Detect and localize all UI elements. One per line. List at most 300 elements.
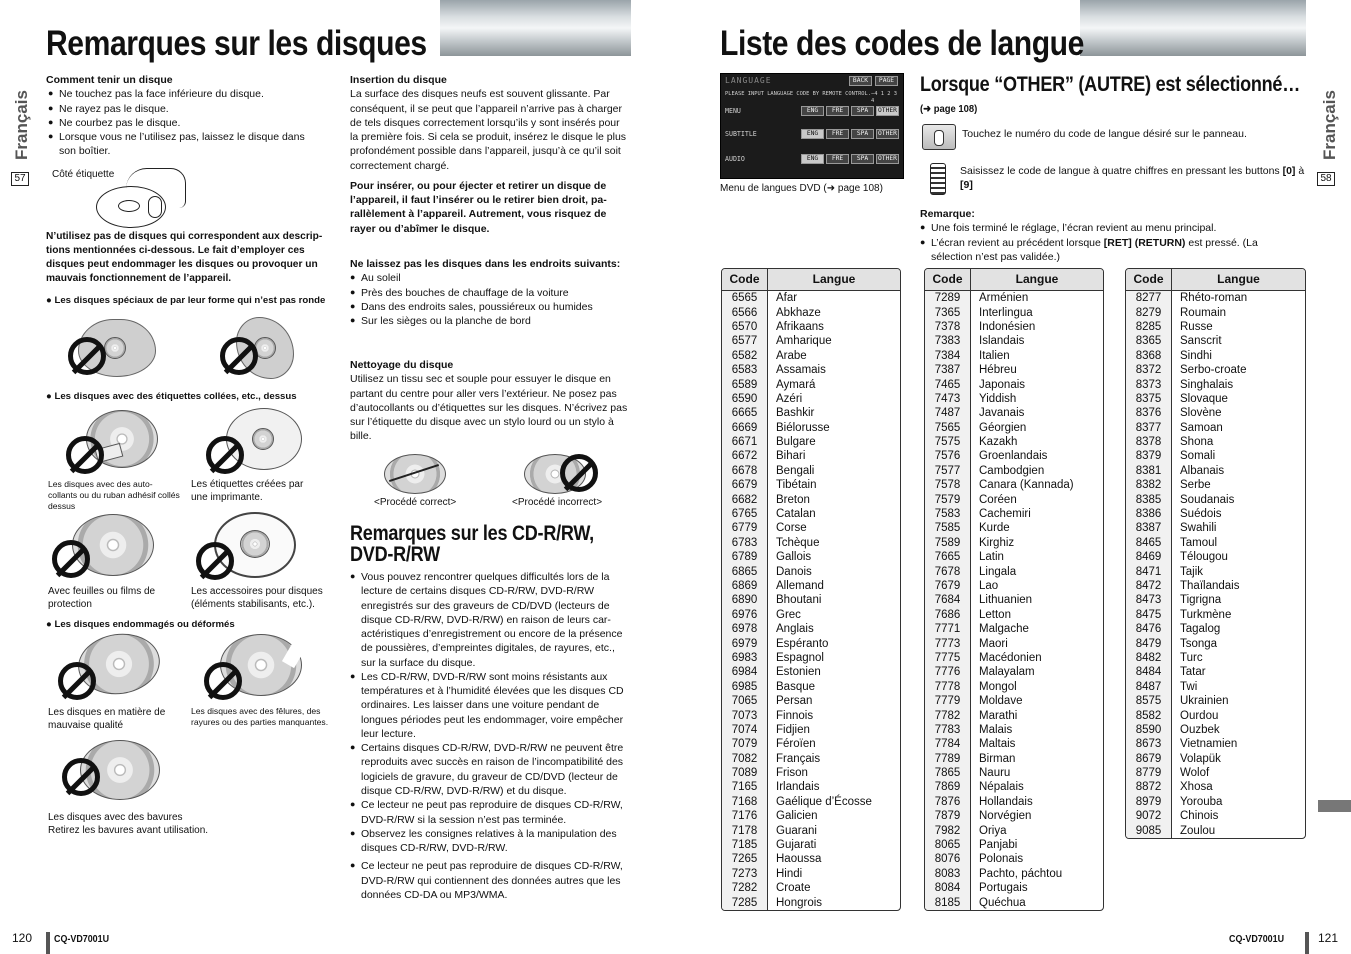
- table-row: [722, 349, 900, 363]
- table-row: [925, 780, 1103, 794]
- language-cell: Nauru: [979, 767, 1011, 780]
- table-row: [925, 478, 1103, 492]
- code-cell: 6590: [722, 392, 768, 406]
- caption-bavures: [48, 811, 308, 837]
- language-cell: Afrikaans: [776, 320, 824, 333]
- column-header-code: Code: [1126, 269, 1172, 291]
- hand-disc-illustration: [96, 168, 186, 230]
- code-cell: 6865: [722, 564, 768, 578]
- table-row: [722, 564, 900, 578]
- code-cell: 7585: [925, 521, 971, 535]
- language-cell: Grec: [776, 608, 801, 621]
- code-cell: 6869: [722, 579, 768, 593]
- caption-feuilles: Avec feuilles ou films de protection: [48, 586, 156, 610]
- table-row: [1126, 795, 1305, 809]
- table-row: [722, 622, 900, 636]
- code-cell: 7074: [722, 723, 768, 737]
- language-cell: Slovaque: [1180, 392, 1228, 405]
- table-row: [925, 536, 1103, 550]
- language-cell: Moldave: [979, 695, 1023, 708]
- code-cell: 7565: [925, 421, 971, 435]
- list-item: ● Les CD-R/RW, DVD-R/RW sont moins résistants aux températures et à l’humidité élevées que les disques CD ordinaires. Les laisser dans une voiture pendant de longues périodes peut les endommager, voire empêcher leur lecture.: [350, 670, 630, 741]
- table-row: [925, 507, 1103, 521]
- language-cell: Portugais: [979, 882, 1028, 895]
- code-cell: 7982: [925, 823, 971, 837]
- remote-key-9: [9]: [960, 179, 973, 192]
- code-cell: 8378: [1126, 435, 1172, 449]
- language-cell: Islandais: [979, 335, 1025, 348]
- table-row: [1126, 320, 1305, 334]
- side-tab-right: [1318, 800, 1351, 812]
- code-cell: 8575: [1126, 694, 1172, 708]
- language-cell: Pachto, páchtou: [979, 867, 1063, 880]
- code-cell: 7783: [925, 723, 971, 737]
- code-cell: 8083: [925, 867, 971, 881]
- code-cell: 7665: [925, 550, 971, 564]
- code-cell: 8377: [1126, 421, 1172, 435]
- language-cell: Frison: [776, 767, 808, 780]
- code-cell: 7465: [925, 377, 971, 391]
- prohibited-icon: [68, 337, 106, 375]
- code-cell: 6783: [722, 536, 768, 550]
- language-cell: Somali: [1180, 450, 1216, 463]
- code-cell: 7869: [925, 780, 971, 794]
- code-cell: 7079: [722, 737, 768, 751]
- code-cell: 7178: [722, 823, 768, 837]
- language-cell: Tajik: [1180, 565, 1204, 578]
- table-row: [1126, 593, 1305, 607]
- table-row: [1126, 708, 1305, 722]
- other-page-ref: (➜ page 108): [920, 103, 978, 115]
- language-cell: Tibétain: [776, 479, 817, 492]
- language-cell: Coréen: [979, 493, 1017, 506]
- list-item: ● Sur les sièges ou la planche de bord: [350, 314, 630, 328]
- table-row: [722, 708, 900, 722]
- table-row: [1126, 507, 1305, 521]
- screen-btn-other: OTHER: [876, 106, 899, 116]
- table-row: [925, 421, 1103, 435]
- code-cell: 8484: [1126, 665, 1172, 679]
- screen-btn-spa: SPA: [851, 154, 874, 164]
- column-header-langue: Langue: [971, 269, 1103, 291]
- code-cell: 8479: [1126, 636, 1172, 650]
- remote-control-icon: [930, 163, 946, 195]
- table-row: [925, 550, 1103, 564]
- language-cell: Rhéto-roman: [1180, 292, 1248, 305]
- table-row: [925, 579, 1103, 593]
- language-cell: Afar: [776, 292, 798, 305]
- table-row: [722, 895, 900, 909]
- table-row: [722, 881, 900, 895]
- code-cell: 6789: [722, 550, 768, 564]
- language-cell: Gaélique d’Écosse: [776, 795, 872, 808]
- table-row: [925, 449, 1103, 463]
- code-cell: 6985: [722, 680, 768, 694]
- code-cell: 7176: [722, 809, 768, 823]
- list-item: ● Une fois terminé le réglage, l’écran revient au menu principal.: [920, 221, 1300, 235]
- language-code-table-3: [1125, 268, 1306, 839]
- language-cell: Samoan: [1180, 421, 1223, 434]
- code-cell: 7589: [925, 536, 971, 550]
- caption-bavures-2: Retirez les bavures avant utilisation.: [48, 825, 209, 836]
- table-row: [925, 665, 1103, 679]
- list-item: ● Dans des endroits sales, poussiéreux ou humides: [350, 300, 630, 314]
- language-cell: Marathi: [979, 709, 1018, 722]
- language-cell: Croate: [776, 882, 811, 895]
- table-row: [925, 881, 1103, 895]
- column-header-code: Code: [925, 269, 971, 291]
- table-row: [722, 464, 900, 478]
- code-cell: 6976: [722, 608, 768, 622]
- table-row: [1126, 363, 1305, 377]
- table-row: [925, 651, 1103, 665]
- shaped-disc-illustration: [218, 315, 308, 380]
- language-cell: Allemand: [776, 580, 824, 592]
- language-cell: Finnois: [776, 709, 814, 722]
- code-cell: 7686: [925, 608, 971, 622]
- prohibited-icon: [204, 662, 242, 700]
- table-row: [925, 435, 1103, 449]
- bullet-icon: ●: [46, 391, 52, 402]
- language-cell: Panjabi: [979, 839, 1018, 852]
- language-cell: Wolof: [1180, 767, 1210, 780]
- language-cell: Bihari: [776, 450, 806, 463]
- caption-auto-collants: [48, 479, 180, 513]
- list-item: ● Ce lecteur ne peut pas reproduire de disques CD-R/RW, DVD-R/RW qui contiennent des données autres que les données CD-DA ou MP3/WMA.: [350, 859, 630, 902]
- table-row: [925, 608, 1103, 622]
- language-cell: Letton: [979, 608, 1011, 621]
- heart-disc-illustration: [66, 315, 156, 380]
- table-row: [925, 320, 1103, 334]
- table-row: [925, 349, 1103, 363]
- language-cell: Géorgien: [979, 421, 1027, 434]
- nettoyage-heading: Nettoyage du disque: [350, 359, 454, 371]
- language-cell: Macédonien: [979, 651, 1042, 664]
- table-row: [722, 593, 900, 607]
- code-cell: 6671: [722, 435, 768, 449]
- remarque-key: [RET] (RETURN): [1103, 236, 1186, 249]
- code-cell: 6678: [722, 464, 768, 478]
- language-cell: Anglais: [776, 623, 814, 636]
- code-cell: 8473: [1126, 593, 1172, 607]
- screen-page-button: PAGE: [875, 76, 898, 86]
- code-cell: 8375: [1126, 392, 1172, 406]
- table-row: [1126, 536, 1305, 550]
- language-cell: Amharique: [776, 335, 832, 348]
- table-row: [1126, 550, 1305, 564]
- code-cell: 7784: [925, 737, 971, 751]
- language-cell: Gujarati: [776, 839, 817, 852]
- table-row: [722, 737, 900, 751]
- code-cell: 7771: [925, 622, 971, 636]
- code-cell: 7579: [925, 492, 971, 506]
- category-labels: [46, 390, 297, 403]
- code-cell: 7273: [722, 867, 768, 881]
- code-cell: 7384: [925, 349, 971, 363]
- code-cell: 7678: [925, 564, 971, 578]
- language-cell: Français: [776, 752, 821, 765]
- remote-text: à: [1295, 165, 1305, 177]
- code-cell: 6682: [722, 492, 768, 506]
- language-cell: Ukrainien: [1180, 695, 1229, 708]
- nettoyage-text: Utilisez un tissu sec et souple pour essuyer le disque en partant du centre pour aller vers l’extérieur. Ne posez pas d’autocollants ou d’étiquettes sur les disques. N’écrivez pas sur l’étiquette du disque avec un stylo lourd ou un stylo à bille.: [350, 373, 628, 443]
- language-cell: Arménien: [979, 292, 1029, 305]
- language-cell: Bashkir: [776, 407, 815, 420]
- code-cell: 8679: [1126, 752, 1172, 766]
- table-row: [925, 852, 1103, 866]
- category-label: Les disques spéciaux de par leur forme qui n’est pas ronde: [54, 295, 326, 306]
- table-row: [722, 651, 900, 665]
- table-row: [1126, 305, 1305, 319]
- code-cell: 9085: [1126, 823, 1172, 837]
- language-cell: Arabe: [776, 349, 807, 362]
- table-row: [1126, 651, 1305, 665]
- cdr-section: [350, 570, 630, 902]
- table-row: [1126, 780, 1305, 794]
- list-item: ● Certains disques CD-R/RW, DVD-R/RW ne peuvent être reproduits avec succès en raison de l’incompatibilité des logiciels de gravure, du graveur de CD/DVD (lecteur de disque CD-R/RW, DVD-R/RW) et du disque.: [350, 741, 630, 798]
- tenir-section: [46, 73, 336, 159]
- screen-btn-fre: FRE: [826, 154, 849, 164]
- language-cell: Cachemiri: [979, 508, 1031, 521]
- footer-bar-left: [46, 932, 50, 954]
- table-row: [1126, 694, 1305, 708]
- prohibited-icon: [66, 436, 104, 474]
- language-cell: Aymará: [776, 378, 816, 391]
- language-cell: Danois: [776, 565, 812, 578]
- code-cell: 8471: [1126, 564, 1172, 578]
- language-cell: Interlingua: [979, 306, 1033, 319]
- language-cell: Malais: [979, 723, 1013, 736]
- language-cell: Bhoutani: [776, 594, 822, 607]
- code-cell: 7265: [722, 852, 768, 866]
- table-row: [722, 809, 900, 823]
- code-cell: 8487: [1126, 680, 1172, 694]
- endroits-heading: Ne laissez pas les disques dans les endroits suivants:: [350, 258, 621, 270]
- language-cell: Latin: [979, 551, 1004, 564]
- language-cell: Norvégien: [979, 810, 1032, 823]
- code-cell: 9072: [1126, 809, 1172, 823]
- tenir-heading: Comment tenir un disque: [46, 74, 173, 86]
- table-row: [722, 492, 900, 506]
- table-row: [925, 492, 1103, 506]
- language-cell: Ourdou: [1180, 709, 1219, 722]
- language-cell: Assamais: [776, 364, 826, 377]
- table-row: [1126, 723, 1305, 737]
- table-row: [925, 680, 1103, 694]
- language-cell: Tigrigna: [1180, 594, 1222, 607]
- language-cell: Gallois: [776, 551, 812, 564]
- table-row: [925, 752, 1103, 766]
- table-row: [925, 622, 1103, 636]
- table-row: [1126, 464, 1305, 478]
- model-name-left: CQ-VD7001U: [54, 933, 110, 945]
- code-cell: 6679: [722, 478, 768, 492]
- language-cell: Biélorusse: [776, 421, 830, 434]
- screen-btn-spa: SPA: [851, 106, 874, 116]
- language-cell: Turkmène: [1180, 608, 1232, 621]
- table-row: [722, 435, 900, 449]
- code-cell: 8084: [925, 881, 971, 895]
- language-cell: Zoulou: [1180, 824, 1216, 837]
- prohibited-icon: [220, 337, 258, 375]
- code-cell: 7089: [722, 766, 768, 780]
- table-row: [722, 636, 900, 650]
- code-cell: 7578: [925, 478, 971, 492]
- touch-panel-icon: [922, 122, 956, 152]
- language-cell: Estonien: [776, 666, 821, 679]
- screen-btn-spa: SPA: [851, 129, 874, 139]
- language-cell: Lithuanien: [979, 594, 1033, 607]
- table-row: [722, 665, 900, 679]
- code-cell: 7776: [925, 665, 971, 679]
- table-row: [925, 564, 1103, 578]
- list-item: ● Lorsque vous ne l’utilisez pas, laissez le disque dans son boîtier.: [48, 130, 308, 159]
- code-cell: 7185: [722, 838, 768, 852]
- tenir-list: [48, 87, 336, 158]
- language-cell: Serbe: [1180, 479, 1211, 492]
- language-cell: Lingala: [979, 565, 1017, 578]
- language-cell: Tsonga: [1180, 637, 1218, 650]
- language-cell: Népalais: [979, 781, 1024, 794]
- code-cell: 8379: [1126, 449, 1172, 463]
- code-cell: 8673: [1126, 737, 1172, 751]
- code-cell: 6983: [722, 651, 768, 665]
- table-row: [1126, 752, 1305, 766]
- language-cell: Abkhaze: [776, 306, 821, 319]
- screen-back-button: BACK: [849, 76, 872, 86]
- remarque-list: [920, 221, 1300, 264]
- table-row: [1126, 579, 1305, 593]
- code-cell: 7773: [925, 636, 971, 650]
- table-row: [1126, 823, 1305, 837]
- language-code-table-1: [721, 268, 901, 911]
- code-cell: 7065: [722, 694, 768, 708]
- label-cote-etiquette: Côté étiquette: [52, 169, 115, 180]
- table-row: [722, 752, 900, 766]
- screen-prompt: PLEASE INPUT LANGUAGE CODE BY REMOTE CONTROL.: [725, 91, 872, 97]
- code-cell: 6779: [722, 521, 768, 535]
- model-name-right: CQ-VD7001U: [1229, 933, 1285, 945]
- insertion-text: La surface des disques neufs est souvent glissante. Par conséquent, il se peut que l’appareil n’arrive pas à charger de tels disques correctement lorsqu’ils y sont insérés pour la première fois. Si cela se produit, insérez le disque le plus profondément possible dans l’appareil, jusqu’à ce qu’il soit correctement chargé.: [350, 88, 627, 172]
- language-cell: Vietnamien: [1180, 738, 1238, 751]
- table-row: [722, 536, 900, 550]
- category-label: Les disques avec des étiquettes collées, etc., dessus: [54, 391, 297, 402]
- cracked-disc-illustration: [200, 632, 310, 702]
- list-item: ● Ne touchez pas la face inférieure du disque.: [48, 87, 336, 101]
- incorrect-cleaning-illustration: [524, 452, 600, 496]
- table-row: [722, 478, 900, 492]
- list-item: ● Ne rayez pas le disque.: [48, 102, 336, 116]
- code-cell: 7082: [722, 752, 768, 766]
- table-row: [925, 464, 1103, 478]
- table-row: [1126, 392, 1305, 406]
- code-cell: 6979: [722, 636, 768, 650]
- table-row: [1126, 622, 1305, 636]
- screen-btn-fre: FRE: [826, 106, 849, 116]
- table-row: [722, 550, 900, 564]
- code-cell: 8382: [1126, 478, 1172, 492]
- language-cell: Turc: [1180, 651, 1203, 664]
- sidebar-language-right: Français: [1320, 90, 1339, 160]
- language-cell: Serbo-croate: [1180, 364, 1247, 377]
- table-row: [925, 392, 1103, 406]
- code-cell: 7782: [925, 708, 971, 722]
- table-row: [1126, 334, 1305, 348]
- insertion-heading: Insertion du disque: [350, 74, 447, 86]
- prohibited-icon: [62, 758, 100, 796]
- language-cell: Hollandais: [979, 795, 1033, 808]
- language-cell: Indonésien: [979, 320, 1036, 333]
- burr-disc-illustration: [62, 738, 172, 808]
- printed-label-disc-illustration: [204, 408, 304, 474]
- language-cell: Catalan: [776, 508, 816, 521]
- code-cell: 8472: [1126, 579, 1172, 593]
- endroits-section: [350, 257, 630, 328]
- screen-btn-other: OTHER: [876, 129, 899, 139]
- table-row: [1126, 737, 1305, 751]
- header-sky-image-right: [1080, 0, 1306, 56]
- language-cell: Tatar: [1180, 666, 1206, 679]
- code-cell: 7575: [925, 435, 971, 449]
- page-box-right: 58: [1317, 172, 1335, 186]
- language-cell: Bulgare: [776, 436, 816, 449]
- table-row: [925, 795, 1103, 809]
- remarque-heading: Remarque:: [920, 208, 975, 220]
- code-cell: 8185: [925, 895, 971, 909]
- table-row: [722, 334, 900, 348]
- screen-row-audio: AUDIO: [725, 155, 745, 163]
- language-cell: Azéri: [776, 392, 803, 405]
- table-row: [925, 867, 1103, 881]
- table-row: [1126, 492, 1305, 506]
- code-cell: 7378: [925, 320, 971, 334]
- language-cell: Haoussa: [776, 853, 822, 866]
- language-cell: Kurde: [979, 522, 1010, 535]
- code-cell: 8482: [1126, 651, 1172, 665]
- list-item: ● Près des bouches de chauffage de la voiture: [350, 286, 630, 300]
- language-cell: Kazakh: [979, 436, 1018, 449]
- code-cell: 6978: [722, 622, 768, 636]
- code-cell: 8385: [1126, 492, 1172, 506]
- code-cell: 7679: [925, 579, 971, 593]
- table-row: [1126, 435, 1305, 449]
- caption-text: Les disques avec des fêlures, des rayures ou des parties manquantes.: [191, 706, 329, 728]
- nettoyage-section: [350, 358, 630, 444]
- table-row: [1126, 636, 1305, 650]
- language-cell: Malayalam: [979, 666, 1035, 679]
- table-row: [925, 334, 1103, 348]
- language-cell: Hindi: [776, 867, 803, 880]
- table-row: [1126, 291, 1305, 305]
- code-cell: 8582: [1126, 708, 1172, 722]
- code-cell: 7285: [722, 895, 768, 909]
- code-cell: 7865: [925, 766, 971, 780]
- table-row: [925, 708, 1103, 722]
- table-row: [1126, 349, 1305, 363]
- table-row: [722, 608, 900, 622]
- table-row: [722, 852, 900, 866]
- insertion-bold: Pour insérer, ou pour éjecter et retirer un disque de l’appareil, il faut l’insérer ou le retirer bien droit, pa-rallèlement à l’appareil. Autrement, vous risquez de rayer ou d’abîmer le disque.: [350, 179, 607, 235]
- prohibited-icon: [58, 662, 96, 700]
- code-cell: 7789: [925, 752, 971, 766]
- warning-text: N’utilisez pas de disques qui correspondent aux descrip-tions mentionnées ci-dessous. Le fait d’employer ces disques peut endommager les disques ou provoquer un mauvais fonctionnement de l’appareil.: [46, 231, 323, 284]
- language-cell: Yorouba: [1180, 795, 1223, 808]
- language-cell: Tagalog: [1180, 623, 1221, 636]
- code-cell: 8979: [1126, 795, 1172, 809]
- bad-material-disc-illustration: [58, 632, 168, 702]
- remote-instruction: [960, 164, 1305, 193]
- code-cell: 6984: [722, 665, 768, 679]
